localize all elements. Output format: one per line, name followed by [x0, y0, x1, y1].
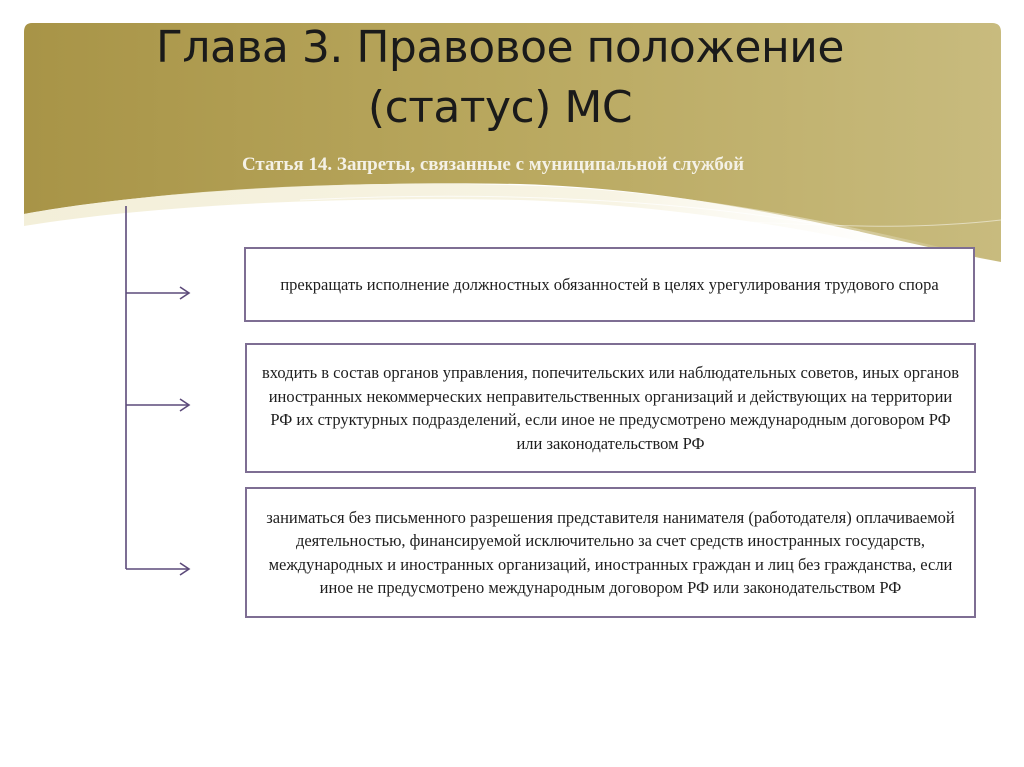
- title-line-1: Глава 3. Правовое положение: [156, 22, 844, 73]
- prohibition-text-1: прекращать исполнение должностных обязанностей в целях урегулирования трудового спора: [280, 274, 939, 294]
- prohibition-box-3: [245, 487, 976, 618]
- arrow-head-3: [180, 563, 189, 575]
- title-line-2: (статус) МС: [367, 82, 633, 133]
- prohibition-text-3: заниматься без письменного разрешения представителя нанимателя (работодателя) оплачиваемой деятельностью, финансируемой исключительно за счет средств иностранных государств, международных и иностранных организаций, иностранных граждан и лиц без гражданства, если иное не предусмотрено международным договором РФ или законодательством РФ: [266, 507, 955, 597]
- prohibition-box-2: [245, 343, 976, 473]
- prohibition-box-1: [244, 247, 975, 322]
- subtitle-article-number: Статья 14: [241, 154, 328, 175]
- slide-title: [60, 18, 940, 138]
- slide-subtitle: [60, 154, 926, 176]
- subtitle-text: . Запреты, связанные с муниципальной службой: [327, 154, 745, 175]
- prohibition-text-2: входить в состав органов управления, попечительских или наблюдательных советов, иных органов иностранных некоммерческих неправительственных организаций и действующих на территории РФ их структурных подразделений, если иное не предусмотрено международным договором РФ или законодательством РФ: [261, 363, 960, 453]
- arrow-head-2: [180, 399, 189, 411]
